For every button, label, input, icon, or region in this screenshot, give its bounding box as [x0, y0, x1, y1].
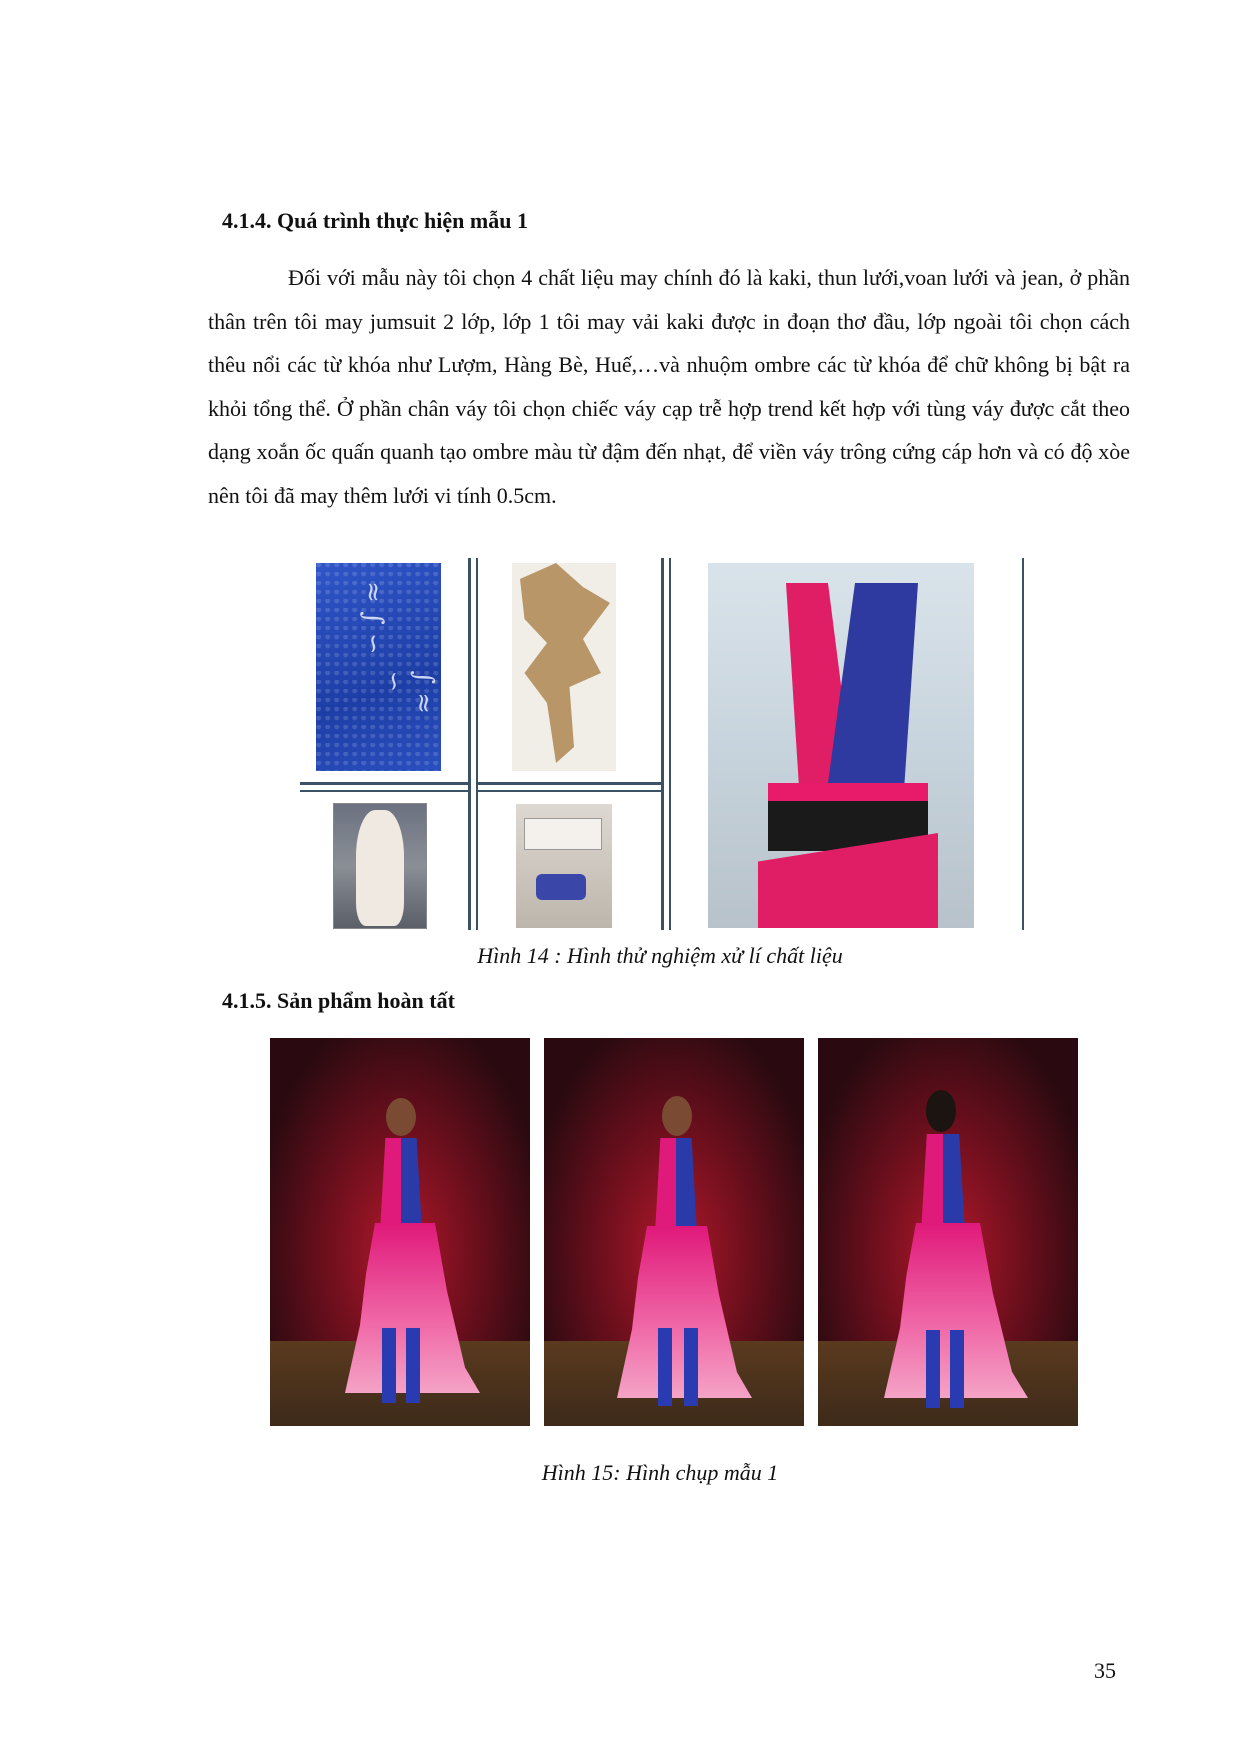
- bodice: [916, 1134, 970, 1226]
- bodice: [650, 1138, 702, 1230]
- sewing-machine: [524, 818, 602, 850]
- pattern-pieces-photo: [512, 563, 616, 771]
- leg: [950, 1330, 964, 1408]
- pattern-piece: [520, 563, 610, 763]
- divider-line: [669, 558, 671, 930]
- fabric-under-needle: [536, 874, 586, 900]
- divider-line: [468, 558, 471, 930]
- ruffled-skirt: [330, 1223, 480, 1393]
- ruffled-skirt: [868, 1223, 1028, 1398]
- dress-on-mannequin-photo: [708, 563, 974, 928]
- section-heading-415: 4.1.5. Sản phẩm hoàn tất: [222, 988, 455, 1013]
- divider-line: [661, 558, 664, 930]
- divider-line: [476, 558, 478, 930]
- figure-14: [300, 558, 1024, 930]
- embroidered-fabric-photo: [316, 563, 441, 771]
- sewing-photo: [516, 804, 612, 928]
- leg: [658, 1328, 672, 1406]
- section-heading-414: 4.1.4. Quá trình thực hiện mẫu 1: [222, 208, 528, 233]
- divider-line: [300, 790, 470, 792]
- paragraph-text: Đối với mẫu này tôi chọn 4 chất liệu may chính đó là kaki, thun lưới,voan lưới và jean, ở phần thân trên tôi may jumsuit 2 lớp, lớp 1 tôi may vải kaki được in đoạn thơ đầu, lớp ngoài tôi chọn cách thêu nổi các từ khóa như Lượm, Hàng Bè, Huế,…và nhuộm ombre các từ khóa để chữ không bị bật ra khỏi tổng thể. Ở phần chân váy tôi chọn chiếc váy cạp trễ hợp trend kết hợp với tùng váy được cắt theo dạng xoắn ốc quấn quanh tạo ombre màu từ đậm đến nhạt, để viền váy trông cứng cáp hơn và có độ xòe nên tôi đã may thêm lưới vi tính 0.5cm.: [208, 265, 1130, 508]
- dress-waistband: [768, 783, 928, 801]
- divider-line: [476, 790, 664, 792]
- embroidery-decoration: ≈ ∫ ∽: [357, 581, 388, 655]
- figure-14-caption: Hình 14 : Hình thử nghiệm xử lí chất liệu: [477, 943, 843, 968]
- leg: [684, 1328, 698, 1406]
- ruffled-skirt: [602, 1226, 752, 1398]
- dress-bodice-blue: [828, 583, 918, 783]
- divider-line: [476, 782, 664, 785]
- figure-15-caption: Hình 15: Hình chụp mẫu 1: [541, 1460, 779, 1485]
- divider-line: [1022, 558, 1024, 930]
- leg: [926, 1330, 940, 1408]
- leg: [382, 1328, 396, 1403]
- model-head: [386, 1098, 416, 1136]
- dress-form-photo: [334, 804, 426, 928]
- page-number: 35: [1094, 1658, 1116, 1683]
- model-head: [926, 1090, 956, 1132]
- model-photo-side: [544, 1038, 804, 1426]
- bodice: [375, 1138, 427, 1228]
- model-head: [662, 1096, 692, 1136]
- divider-line: [300, 782, 470, 785]
- model-photo-back: [818, 1038, 1078, 1426]
- embroidery-decoration: ∫ ≈ ∽: [378, 670, 439, 715]
- dress-form: [356, 810, 404, 926]
- leg: [406, 1328, 420, 1403]
- model-photo-front: [270, 1038, 530, 1426]
- body-paragraph: [208, 256, 1130, 517]
